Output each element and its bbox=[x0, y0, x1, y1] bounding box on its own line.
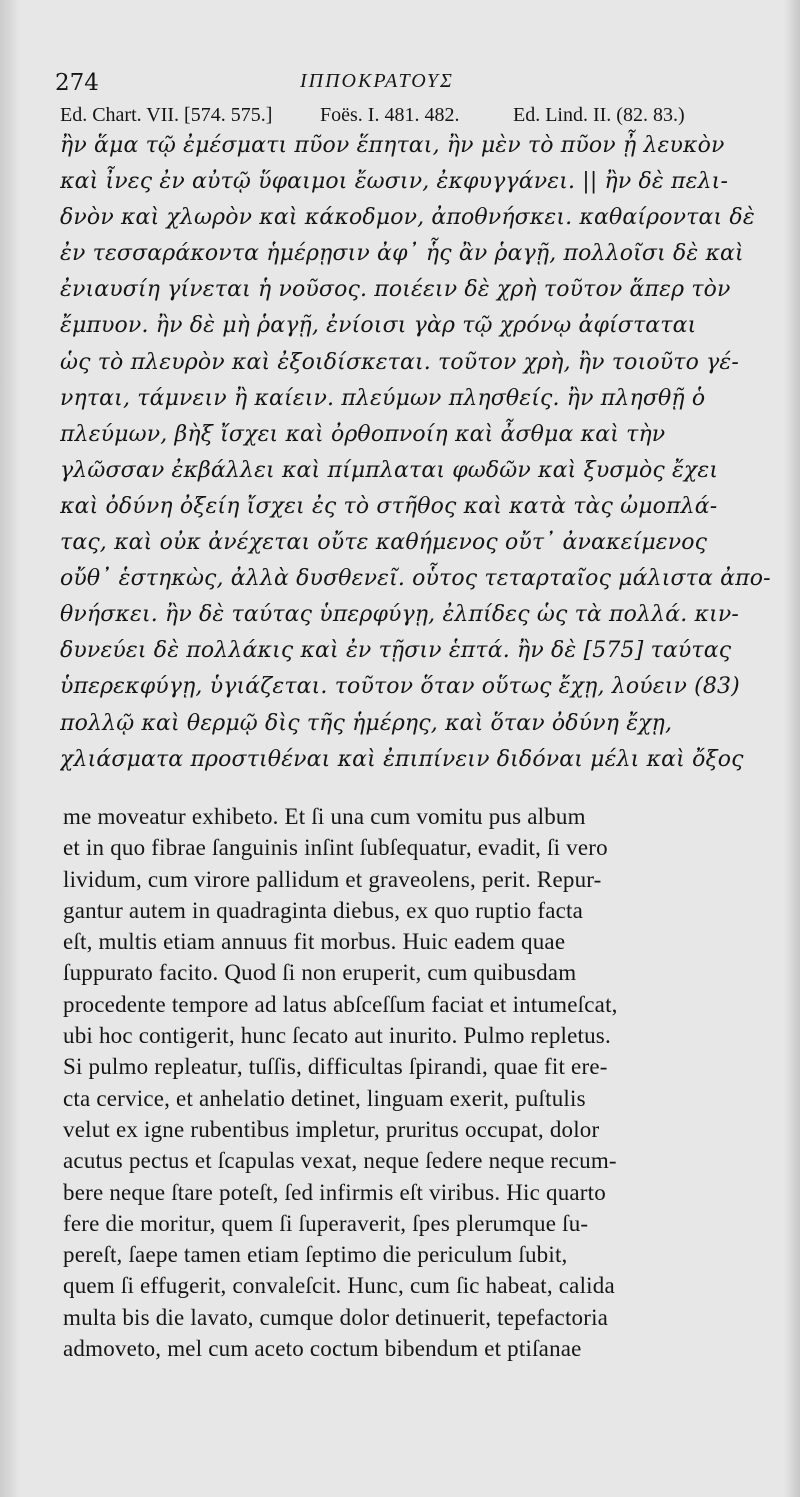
running-title: ΙΠΠΟΚΡΑΤΟΥΣ bbox=[300, 70, 454, 92]
greek-line: δνὸν καὶ χλωρὸν καὶ κάκοδμον, ἀποθνήσκει. καθαίρονται δὲ bbox=[60, 205, 755, 231]
greek-line: καὶ ὀδύνη ὀξείη ἴσχει ἐς τὸ στῆθος καὶ κατὰ τὰς ὠμοπλά- bbox=[60, 493, 718, 519]
latin-line: Si pulmo repleatur, tuſſis, difficultas ſpirandi, quae fit ere- bbox=[63, 1054, 608, 1080]
latin-line: ubi hoc contigerit, hunc ſecato aut inurito. Pulmo repletus. bbox=[63, 1023, 611, 1049]
edition-foes-reference: Foës. I. 481. 482. bbox=[320, 104, 460, 126]
latin-line: fere die moritur, quem ſi ſuperaverit, ſpes plerumque ſu- bbox=[63, 1210, 589, 1236]
latin-line: acutus pectus et ſcapulas vexat, neque ſedere neque recum- bbox=[63, 1148, 617, 1174]
edition-references bbox=[60, 104, 770, 130]
page-left-shadow bbox=[0, 0, 20, 1497]
greek-line: δυνεύει δὲ πολλάκις καὶ ἐν τῇσιν ἑπτά. ἢν δὲ [575] ταύτας bbox=[60, 638, 732, 664]
greek-line: νηται, τάμνειν ἢ καίειν. πλεύμων πλησθείς. ἢν πλησθῇ ὁ bbox=[60, 385, 706, 411]
latin-line: lividum, cum virore pallidum et graveolens, perit. Repur- bbox=[63, 866, 602, 892]
latin-line: et in quo fibrae ſanguinis inſint ſubſequatur, evadit, ſi vero bbox=[63, 835, 608, 861]
greek-line: καὶ ἶνες ἐν αὐτῷ ὕφαιμοι ἔωσιν, ἐκφυγγάνει. || ἢν δὲ πελι- bbox=[60, 169, 729, 195]
greek-line: ὡς τὸ πλευρὸν καὶ ἐξοιδίσκεται. τοῦτον χρὴ, ἢν τοιοῦτο γέ- bbox=[60, 349, 739, 375]
page-header bbox=[55, 70, 755, 102]
greek-line: ὑπερεκφύγῃ, ὑγιάζεται. τοῦτον ὅταν οὕτως ἔχῃ, λούειν (83) bbox=[60, 674, 740, 700]
greek-line: γλῶσσαν ἐκβάλλει καὶ πίμπλαται φωδῶν καὶ ξυσμὸς ἔχει bbox=[60, 457, 719, 483]
edition-chart-reference: Ed. Chart. VII. [574. 575.] bbox=[60, 104, 273, 126]
greek-line: ἐν τεσσαράκοντα ἡμέρῃσιν ἀφ᾽ ἧς ἂν ῥαγῇ, πολλοῖσι δὲ καὶ bbox=[60, 241, 744, 267]
latin-line: me moveatur exhibeto. Et ſi una cum vomitu pus album bbox=[63, 804, 586, 829]
latin-line: cta cervice, et anhelatio detinet, linguam exerit, puſtulis bbox=[63, 1085, 586, 1111]
latin-line: eſt, multis etiam annuus fit morbus. Huic eadem quae bbox=[63, 929, 566, 955]
latin-line: quem ſi effugerit, convaleſcit. Hunc, cum ſic habeat, calida bbox=[63, 1273, 615, 1299]
greek-line: τας, καὶ οὐκ ἀνέχεται οὔτε καθήμενος οὔτ᾽ ἀνακείμενος bbox=[60, 530, 708, 556]
latin-line: ſuppurato facito. Quod ſi non eruperit, cum quibusdam bbox=[63, 960, 577, 986]
latin-line: bere neque ſtare poteſt, ſed infirmis eſt viribus. Hic quarto bbox=[63, 1179, 606, 1205]
edition-lind-reference: Ed. Lind. II. (82. 83.) bbox=[513, 104, 685, 126]
latin-line: procedente tempore ad latus abſceſſum faciat et intumeſcat, bbox=[63, 991, 618, 1017]
greek-line: πλεύμων, βὴξ ἴσχει καὶ ὀρθοπνοίη καὶ ἆσθμα καὶ τὴν bbox=[60, 421, 666, 447]
greek-line: πολλῷ καὶ θερμῷ δὶς τῆς ἡμέρης, καὶ ὅταν ὀδύνη ἔχῃ, bbox=[60, 710, 673, 736]
greek-line: ἔμπυον. ἢν δὲ μὴ ῥαγῇ, ἐνίοισι γὰρ τῷ χρόνῳ ἀφίσταται bbox=[60, 313, 697, 339]
latin-line: multa bis die lavato, cumque dolor detinuerit, tepefactoria bbox=[63, 1304, 609, 1330]
page-number: 274 bbox=[55, 70, 99, 96]
greek-text-block bbox=[60, 128, 775, 778]
greek-line: ἐνιαυσίη γίνεται ἡ νοῦσος. ποιέειν δὲ χρὴ τοῦτον ἅπερ τὸν bbox=[60, 277, 731, 303]
greek-line: ἢν ἅμα τῷ ἐμέσματι πῦον ἕπηται, ἢν μὲν τὸ πῦον ᾖ λευκὸν bbox=[60, 133, 725, 158]
greek-line: θνήσκει. ἢν δὲ ταύτας ὑπερφύγῃ, ἐλπίδες ὡς τὰ πολλά. κιν- bbox=[60, 602, 739, 628]
latin-line: admoveto, mel cum aceto coctum bibendum et ptiſanae bbox=[63, 1336, 582, 1362]
latin-line: gantur autem in quadraginta diebus, ex quo ruptio facta bbox=[63, 897, 584, 923]
latin-line: velut ex igne rubentibus impletur, pruritus occupat, dolor bbox=[63, 1116, 600, 1142]
greek-line: οὔθ᾽ ἑστηκὼς, ἀλλὰ δυσθενεῖ. οὗτος τεταρταῖος μάλιστα ἀπο- bbox=[60, 566, 771, 592]
latin-text-block bbox=[63, 801, 773, 1364]
greek-line: χλιάσματα προστιθέναι καὶ ἐπιπίνειν διδόναι μέλι καὶ ὄξος bbox=[60, 746, 744, 772]
page-right-shadow bbox=[784, 0, 800, 1497]
latin-line: pereſt, ſaepe tamen etiam ſeptimo die periculum ſubit, bbox=[63, 1242, 568, 1268]
